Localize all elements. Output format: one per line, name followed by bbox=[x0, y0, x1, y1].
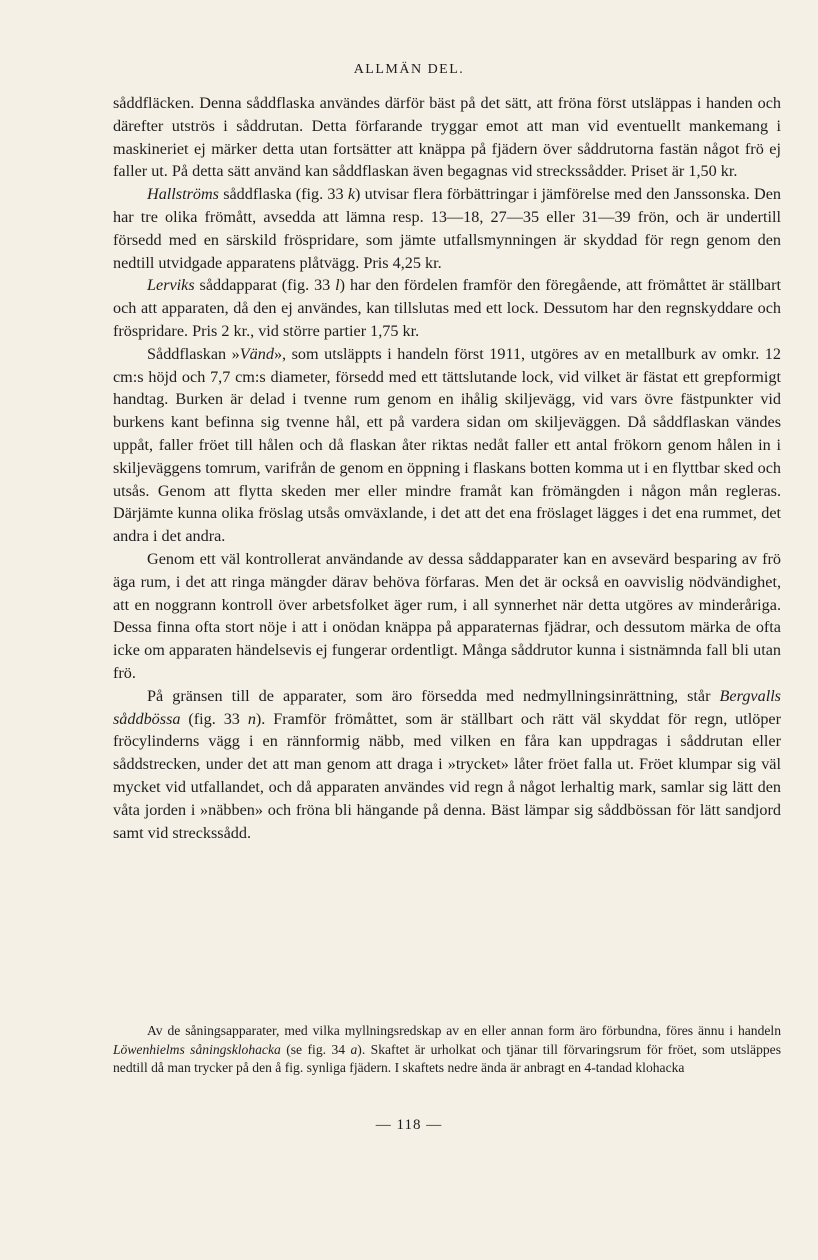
name-bergvall: Bergvalls såddbössa bbox=[113, 686, 781, 728]
paragraph-3: Lerviks såddapparat (fig. 33 l) har den fördelen framför den föregående, att frömåttet är ställbart och att apparaten, då den ej användes, kan tillslutas med ett lock. Dessutom har den regnskyddare och fröspridare. Pris 2 kr., vid större partier 1,75 kr. bbox=[113, 276, 781, 340]
paragraph-small: Av de såningsapparater, med vilka myllningsredskap av en eller annan form äro förbundna, föres ännu i handeln Löwenhielms såningsklohacka (se fig. 34 a). Skaftet är urholkat och tjänar till förvaringsrum för fröet, som utsläppes nedtill då man trycker på den å fig. synliga fjädern. I skaftets nedre ända är anbragt en 4-tandad klohacka bbox=[113, 1023, 781, 1076]
paragraph-2: Hallströms såddflaska (fig. 33 k) utvisar flera förbättringar i jämförelse med den Janssonska. Den har tre olika frömått, avsedda att lämna resp. 13—18, 27—35 eller 31—39 frön, och är undertill försedd med en särskild fröspridare, som jämte utfallsmynningen är skyddad för regn genom den nedtill utvidgade apparatens plåtvägg. Pris 4,25 kr. bbox=[113, 185, 781, 272]
paragraph-6: På gränsen till de apparater, som äro försedda med nedmyllningsinrättning, står Bergvalls såddbössa (fig. 33 n). Framför frömåttet, som är ställbart och rätt väl skyddat för regn, utlöper fröcylinderns vägg i en rännformig näbb, med vilken en fåra kan uppdragas i såddrutan eller såddstrecken, under det att man genom att draga i »trycket» låter fröet falla ut. Fröet klumpar sig väl mycket vid utfallandet, och då apparaten användes vid regn å något lerhaltig mark, samlar sig lätt den våta jorden i »näbben» och fröna bli hängande på denna. Bäst lämpar sig såddbössan för lätt sandjord samt vid streckssådd. bbox=[113, 686, 782, 842]
small-print-section bbox=[113, 1022, 781, 1078]
paragraph-1: såddfläcken. Denna såddflaska användes därför bäst på det sätt, att fröna först utsläppas i handen och därefter utströs i såddrutan. Detta förfarande tryggar emot att man vid eventuellt mankemang i maskineriet ej märker detta utan fortsätter att knäppa på fjädern över såddrutorna fastän något frö ej faller ut. På detta sätt använd kan såddflaskan även begagnas vid streckssådder. Priset är 1,50 kr. bbox=[113, 94, 781, 181]
name-lowenhielm: Löwenhielms såningsklohacka bbox=[113, 1041, 281, 1057]
name-hallstrom: Hallströms bbox=[147, 185, 219, 204]
running-head: ALLMÄN DEL. bbox=[353, 62, 465, 77]
page-number: — 118 — bbox=[375, 1117, 443, 1133]
paragraph-4: Såddflaskan »Vänd», som utsläppts i handeln först 1911, utgöres av en metallburk av omkr. 12 cm:s höjd och 7,7 cm:s diameter, försedd med ett tättslutande lock, vid vilket är fästat ett grepformigt handtag. Burken är delad i tvenne rum genom en ihålig skiljevägg, vid vars övre fästpunkter vid burkens kant befinna sig tvenne hål, ett på vardera sidan om skiljeväggen. Då såddflaskan vändes uppåt, faller fröet till hålen och då flaskan åter riktas nedåt faller ett antal frökorn genom hålen in i skiljeväggens tomrum, varifrån de genom en öppning i flaskans botten komma ut i en flyttbar sked och utsås. Genom att flytta skeden mer eller mindre framåt kan frömängden i någon mån regleras. Därjämte kunna olika fröslag utsås omväxlande, i det att det ena fröslaget lägges i det ena rummet, det andra i det andra. bbox=[113, 344, 781, 546]
paragraph-5: Genom ett väl kontrollerat användande av dessa såddapparater kan en avsevärd besparing av frö äga rum, i det att ringa mängder därav behöva förfaras. Men det är också en oavvislig nödvändighet, att en noggrann kontroll över arbetsfolket äger rum, i all synnerhet när detta utgöres av minderåriga. Dessa finna ofta stort nöje i att i onödan knäppa på apparaternas fjädrar, och dessutom märka de ofta icke om apparaten händelsevis ej fungerar ordentligt. Många såddrutor kunna i sistnämnda fall bli utan frö. bbox=[113, 549, 781, 682]
name-vand: Vänd bbox=[239, 344, 274, 363]
name-lervik: Lerviks bbox=[147, 276, 195, 295]
main-text bbox=[113, 92, 781, 844]
